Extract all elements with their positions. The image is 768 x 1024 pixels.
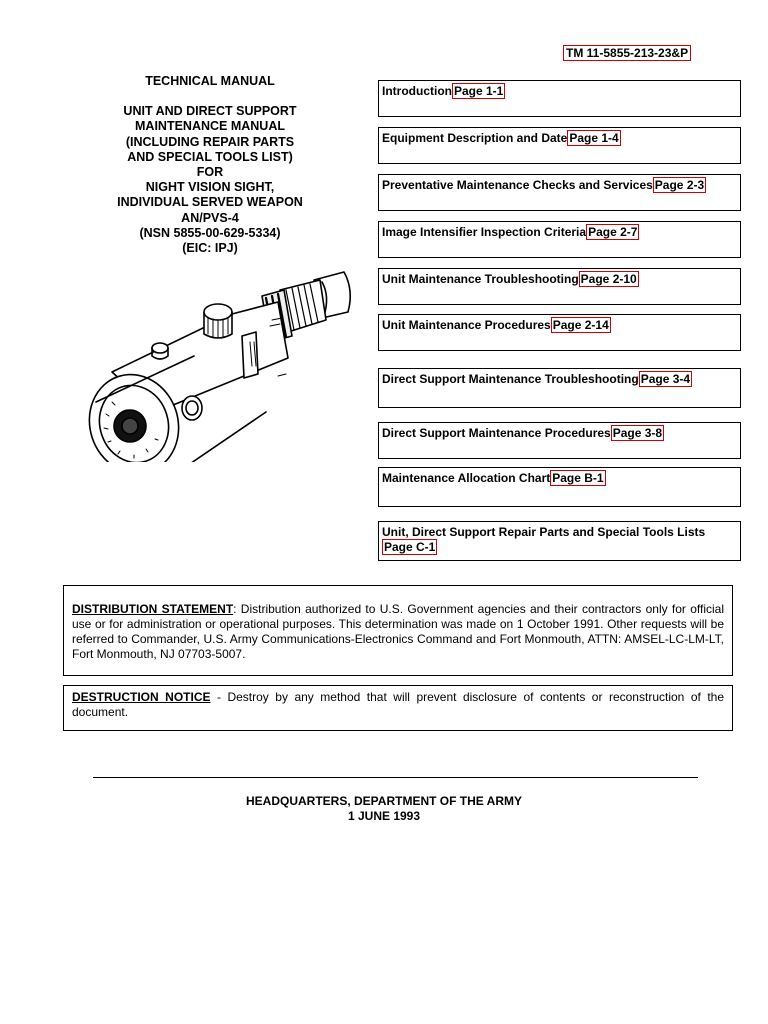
page-link[interactable]: Page 1-4 xyxy=(569,131,619,145)
headquarters-line: HEADQUARTERS, DEPARTMENT OF THE ARMY xyxy=(246,794,522,808)
distribution-statement xyxy=(63,585,733,676)
page-link[interactable]: Page B-1 xyxy=(552,471,604,485)
page-link[interactable]: Page 2-3 xyxy=(654,178,705,192)
toc-label: Direct Support Maintenance Troubleshooting xyxy=(382,372,639,386)
divider xyxy=(93,777,698,778)
toc-item-introduction xyxy=(378,80,741,117)
toc-item-mac xyxy=(378,467,741,507)
toc-item-image-intensifier xyxy=(378,221,741,258)
toc-item-pmcs xyxy=(378,174,741,211)
night-vision-sight-icon xyxy=(82,262,362,462)
toc-label: Equipment Description and Date xyxy=(382,131,568,145)
toc-label: Unit Maintenance Procedures xyxy=(382,318,551,332)
toc-item-ds-procedures xyxy=(378,422,741,459)
distribution-label: DISTRIBUTION STATEMENT xyxy=(72,602,234,616)
toc-label: Preventative Maintenance Checks and Services xyxy=(382,178,653,192)
destruction-label: DESTRUCTION NOTICE xyxy=(72,690,211,704)
title-line: (NSN 5855-00-629-5334) xyxy=(139,225,281,240)
page-link[interactable]: Page 2-7 xyxy=(588,225,638,239)
title-line: INDIVIDUAL SERVED WEAPON xyxy=(117,195,303,210)
page-link[interactable]: Page C-1 xyxy=(384,540,436,554)
destruction-text: - Destroy by any method that will prevent disclosure of contents or reconstruction of the document. xyxy=(72,690,724,719)
title-line: (INCLUDING REPAIR PARTS xyxy=(125,134,295,149)
destruction-notice xyxy=(63,685,733,731)
page-link[interactable]: Page 2-14 xyxy=(552,318,609,332)
title-line: FOR xyxy=(196,165,224,180)
page-link[interactable]: Page 1-1 xyxy=(453,84,504,98)
date-line: 1 JUNE 1993 xyxy=(347,809,421,823)
toc-label: Image Intensifier Inspection Criteria xyxy=(382,225,587,239)
distribution-text: : Distribution authorized to U.S. Government agencies and their contractors only for official use or for administration or operational purposes. This determination was made on 1 October 1991. Other requests will be referred to Commander, U.S. Army Communications-Electronics Command and Fort Monmouth, ATTN: AMSEL-LC-LM-LT, Fort Monmouth, NJ 07703-5007. xyxy=(72,602,724,661)
title-line: AND SPECIAL TOOLS LIST) xyxy=(127,149,293,164)
tm-number: TM 11-5855-213-23&P xyxy=(563,45,691,61)
page-link[interactable]: Page 3-8 xyxy=(612,426,663,440)
toc-label: Introduction xyxy=(382,84,452,98)
title-line: MAINTENANCE MANUAL xyxy=(135,119,285,134)
title-line: NIGHT VISION SIGHT, xyxy=(145,180,275,195)
toc-label: Direct Support Maintenance Procedures xyxy=(382,426,611,440)
toc-item-unit-procedures xyxy=(378,314,741,351)
toc-label: Unit, Direct Support Repair Parts and Special Tools Lists xyxy=(382,525,706,539)
toc-label: Unit Maintenance Troubleshooting xyxy=(382,272,579,286)
page-link[interactable]: Page 3-4 xyxy=(640,372,691,386)
toc-item-equipment-description xyxy=(378,127,741,164)
title-line: AN/PVS-4 xyxy=(181,210,239,225)
title-line: (EIC: IPJ) xyxy=(182,241,238,256)
toc-item-ds-troubleshooting xyxy=(378,368,741,408)
toc-label: Maintenance Allocation Chart xyxy=(382,471,551,485)
title-block xyxy=(92,74,328,256)
page-link[interactable]: Page 2-10 xyxy=(580,272,637,286)
title-line: UNIT AND DIRECT SUPPORT xyxy=(123,104,297,119)
toc-item-unit-troubleshooting xyxy=(378,268,741,305)
doc-type: TECHNICAL MANUAL xyxy=(145,74,275,88)
toc-item-repair-parts xyxy=(378,521,741,561)
